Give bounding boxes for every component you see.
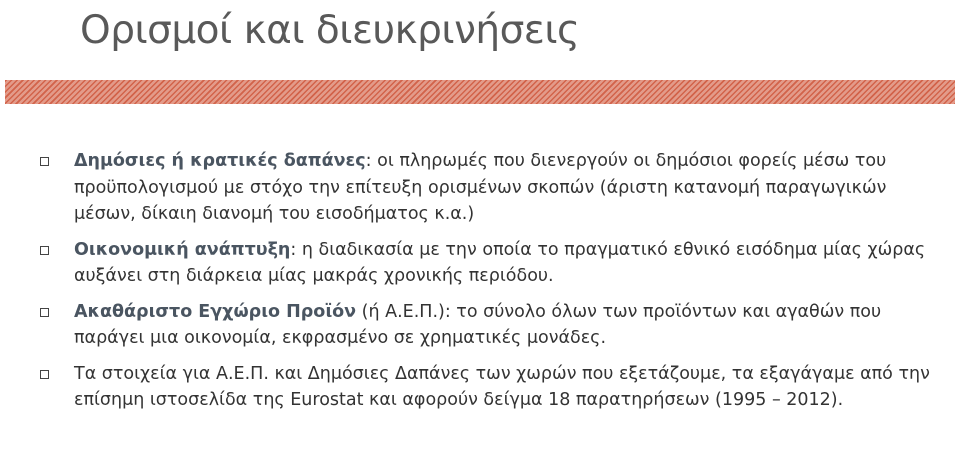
- title-accent-band: [5, 80, 955, 104]
- bullet-item-data-source: [40, 361, 945, 414]
- hollow-square-bullet-icon: [40, 308, 49, 317]
- bullet-text: (ή Α.Ε.Π.): το σύνολο όλων των προϊόντων και αγαθών που παράγει μια οικονομία, εκφρασμένο σε χρηματικές μονάδες.: [74, 301, 882, 348]
- bullet-text: : η διαδικασία με την οποία το πραγματικό εθνικό εισόδημα μίας χώρας αυξάνει στη διάρκεια μίας μακράς χρονικής περιόδου.: [74, 239, 926, 286]
- bullet-term: Δημόσιες ή κρατικές δαπάνες: [74, 151, 366, 171]
- bullet-term: Ακαθάριστο Εγχώριο Προϊόν: [74, 301, 357, 322]
- slide-title: Ορισμοί και διευκρινήσεις: [80, 8, 580, 53]
- hollow-square-bullet-icon: [40, 157, 49, 166]
- bullet-text: Τα στοιχεία για Α.Ε.Π. και Δημόσιες Δαπάνες των χωρών που εξετάζουμε, τα εξαγάγαμε από την επίσημη ιστοσελίδα της Eurostat και αφορούν δείγμα 18 παρατηρήσεων (1995 – 2012).: [74, 363, 930, 410]
- bullet-term: Οικονομική ανάπτυξη: [74, 239, 291, 260]
- hollow-square-bullet-icon: [40, 246, 49, 255]
- bullet-item-gdp: [40, 299, 945, 352]
- bullet-text: : οι πληρωμές που διενεργούν οι δημόσιοι φορείς μέσω του προϋπολογισμού με στόχο την επίτευξη ορισμένων σκοπών (άριστη κατανομή παραγωγικών μέσων, δίκαιη διανομή του εισοδήματος κ.α.): [74, 151, 887, 224]
- bullet-item-economic-growth: [40, 237, 945, 290]
- hollow-square-bullet-icon: [40, 370, 49, 379]
- bullet-list: [40, 148, 945, 414]
- bullet-item-public-expenditure: [40, 148, 945, 228]
